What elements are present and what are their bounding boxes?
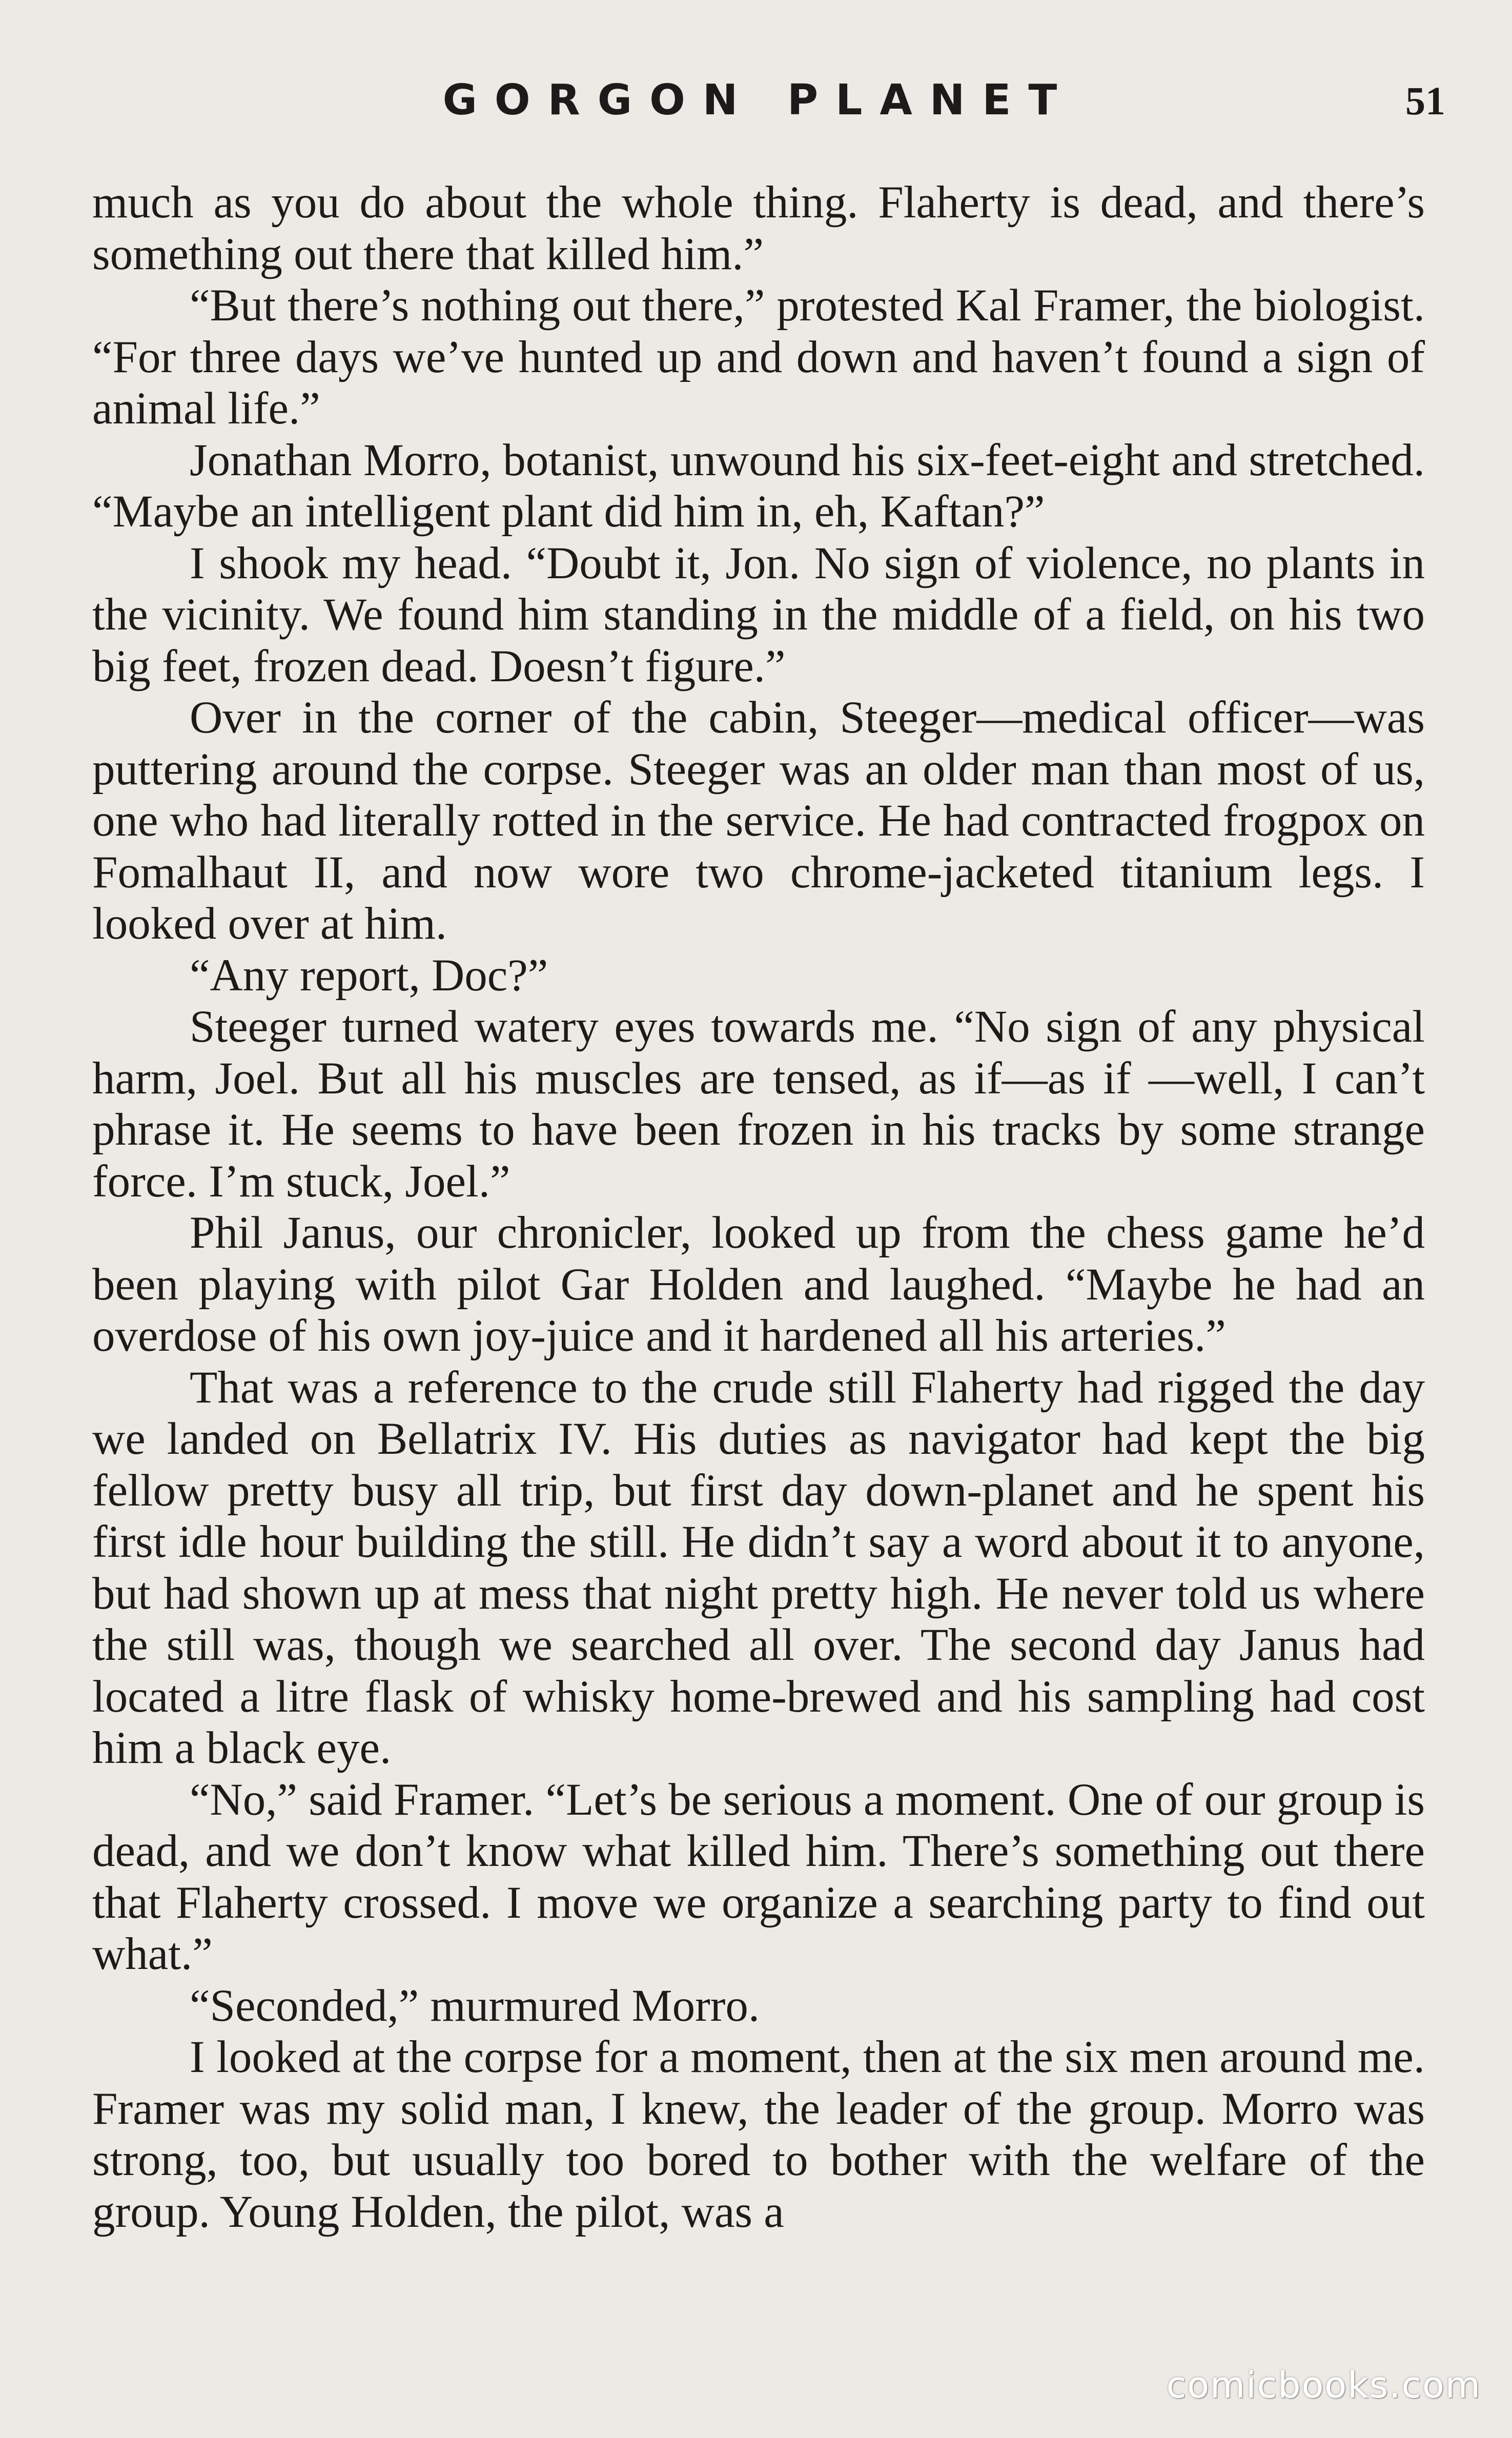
- paragraph: “Seconded,” murmured Morro.: [190, 1980, 760, 2031]
- paragraph: “No,” said Framer. “Let’s be serious a moment. One of our group is dead, and we don’t know what killed him. There’s something out there that Flaherty crossed. I move we organize a searching party to find out what.”: [92, 1774, 1425, 1979]
- paragraph: much as you do about the whole thing. Flaherty is dead, and there’s something out there that killed him.”: [92, 177, 1425, 279]
- page-number: 51: [1405, 78, 1445, 123]
- paragraph: Jonathan Morro, botanist, unwound his six-feet-eight and stretched. “Maybe an intelligent plant did him in, eh, Kaftan?”: [92, 435, 1425, 537]
- paragraph: “But there’s nothing out there,” protested Kal Framer, the biologist. “For three days we’ve hunted up and down and haven’t found a sign of animal life.”: [92, 280, 1425, 434]
- paragraph: “Any report, Doc?”: [190, 950, 548, 1001]
- running-head: [92, 72, 1445, 128]
- paragraph: I looked at the corpse for a moment, then at the six men around me. Framer was my solid man, I knew, the leader of the group. Morro was strong, too, but usually too bored to bother with the welfare of the group. Young Holden, the pilot, was a: [92, 2032, 1425, 2237]
- paragraph: Steeger turned watery eyes towards me. “No sign of any physical harm, Joel. But all his muscles are tensed, as if—as if —well, I can’t phrase it. He seems to have been frozen in his tracks by some strange force. I’m stuck, Joel.”: [92, 1002, 1425, 1207]
- body-text: [92, 177, 1425, 2238]
- paragraph: Phil Janus, our chronicler, looked up from the chess game he’d been playing with pilot Gar Holden and laughed. “Maybe he had an overdose of his own joy-juice and it hardened all his arteries.”: [92, 1208, 1425, 1361]
- paragraph: That was a reference to the crude still Flaherty had rigged the day we landed on Bellatrix IV. His duties as navigator had kept the big fellow pretty busy all trip, but first day down-planet and he spent his first idle hour building the still. He didn’t say a word about it to anyone, but had shown up at mess that night pretty high. He never told us where the still was, though we searched all over. The second day Janus had located a litre flask of whisky home-brewed and his sampling had cost him a black eye.: [92, 1362, 1425, 1773]
- paragraph: I shook my head. “Doubt it, Jon. No sign of violence, no plants in the vicinity. We found him standing in the middle of a field, on his two big feet, frozen dead. Doesn’t figure.”: [92, 538, 1425, 692]
- watermark: comicbooks.com: [1166, 2364, 1481, 2406]
- running-title: GORGON PLANET: [442, 76, 1075, 125]
- paragraph: Over in the corner of the cabin, Steeger—medical officer—was puttering around the corpse. Steeger was an older man than most of us, one who had literally rotted in the service. He had contracted frogpox on Fomalhaut II, and now wore two chrome-jacketed titanium legs. I looked over at him.: [92, 693, 1425, 949]
